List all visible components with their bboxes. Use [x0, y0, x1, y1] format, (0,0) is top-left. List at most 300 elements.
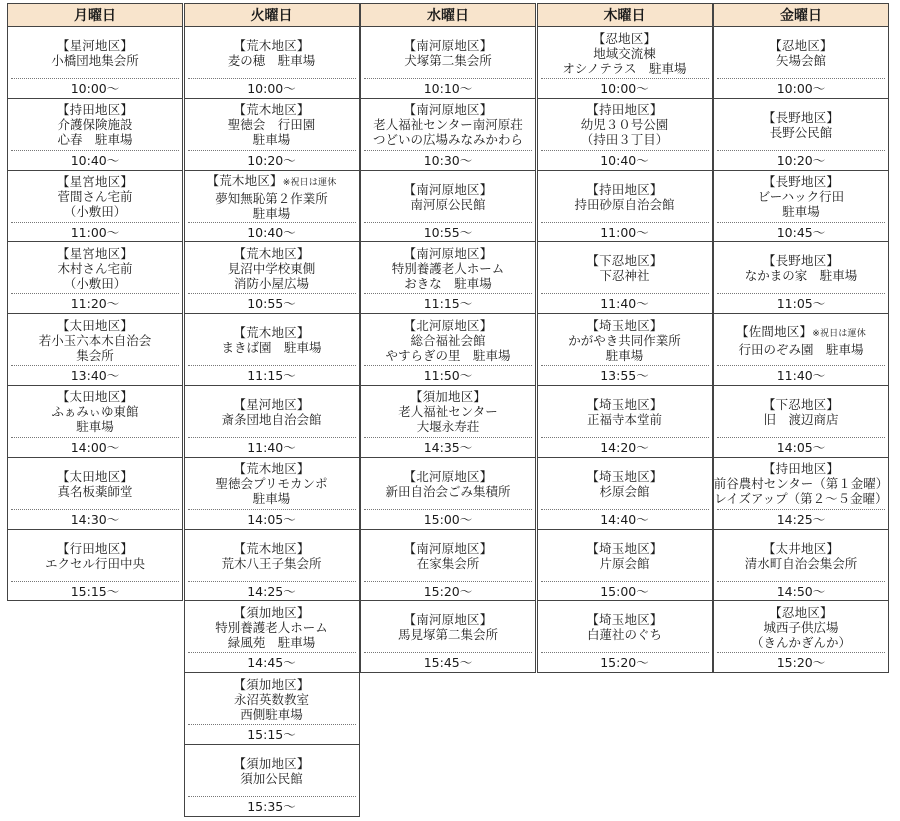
dotted-divider — [717, 150, 885, 151]
stop-time: 10:10～ — [423, 81, 473, 96]
stop-cell — [713, 458, 889, 530]
district-label: 【行田地区】 — [56, 540, 134, 556]
stop-cell — [537, 530, 713, 602]
stop-cell — [7, 530, 183, 602]
location-line: 集会所 — [76, 347, 114, 363]
location-line: かがやき共同作業所 — [568, 332, 681, 348]
dotted-divider — [541, 222, 709, 223]
stop-time: 15:15～ — [70, 583, 120, 599]
stop-cell — [360, 171, 536, 243]
district-label: 【南河原地区】 — [403, 245, 493, 261]
dotted-divider — [541, 365, 709, 366]
district-label: 【須加地区】 — [233, 604, 310, 620]
stop-location — [185, 676, 359, 722]
dotted-divider — [188, 796, 356, 797]
stop-location — [714, 604, 888, 650]
stop-time: 11:20～ — [70, 296, 120, 312]
stop-cell — [184, 314, 360, 386]
stop-time: 11:40～ — [247, 439, 296, 455]
district-label: 【下忍地区】 — [586, 253, 663, 269]
stop-time: 15:00～ — [600, 583, 649, 599]
stop-cell — [184, 530, 360, 602]
stop-location — [361, 30, 535, 76]
stop-time: 10:00～ — [776, 81, 826, 96]
dotted-divider — [541, 509, 709, 510]
location-line: ふぁみぃゆ東館 — [51, 404, 139, 420]
district-label: 【荒木地区】 — [233, 325, 310, 341]
location-line: ビーハック行田 — [757, 189, 845, 205]
district-label: 【持田地区】 — [762, 461, 840, 477]
stop-location — [538, 102, 712, 148]
stop-cell — [7, 99, 183, 171]
stop-time: 14:25～ — [776, 511, 826, 527]
location-line: 老人福祉センター南河原荘 — [373, 117, 523, 133]
dotted-divider — [11, 509, 179, 510]
district-label: 【南河原地区】 — [403, 612, 493, 628]
location-line: 聖徳会 行田園 — [227, 117, 316, 133]
location-line: 夢知無恥第２作業所 — [215, 190, 328, 206]
dotted-divider — [717, 222, 885, 223]
district-label: 【荒木地区】 — [233, 38, 310, 53]
stop-location — [8, 245, 182, 291]
district-label: 【長野地区】 — [762, 253, 840, 269]
stop-time: 10:55～ — [423, 224, 473, 240]
dotted-divider — [11, 150, 179, 151]
location-line: やすらぎの里 駐車場 — [385, 347, 511, 363]
stop-cell — [537, 27, 713, 99]
stop-location — [714, 245, 888, 291]
stop-cell — [537, 386, 713, 458]
dotted-divider — [717, 78, 885, 79]
stop-location — [714, 102, 888, 148]
dotted-divider — [717, 652, 885, 653]
stop-location — [538, 461, 712, 507]
dotted-divider — [364, 437, 532, 438]
stop-location — [538, 389, 712, 435]
dotted-divider — [11, 222, 179, 223]
location-line: 新田自治会ごみ集積所 — [385, 483, 511, 499]
stop-time: 14:30～ — [70, 511, 120, 527]
stop-time: 15:35～ — [247, 798, 296, 814]
day-header: 火曜日 — [184, 3, 360, 27]
stop-location — [185, 604, 359, 650]
location-line: 行田のぞみ園 駐車場 — [738, 341, 864, 357]
stop-time: 14:05～ — [247, 511, 296, 527]
location-line: 前谷農村センター（第１金曜） — [713, 476, 889, 492]
stop-cell — [184, 386, 360, 458]
location-line: 大堰永寿荘 — [416, 419, 480, 435]
location-line: まきば園 駐車場 — [221, 340, 322, 356]
dotted-divider — [364, 365, 532, 366]
location-line: 旧 渡辺商店 — [763, 411, 839, 427]
district-label: 【北河原地区】 — [403, 317, 493, 333]
dotted-divider — [11, 78, 179, 79]
holiday-note: ※祝日は運休 — [282, 177, 337, 188]
stop-location — [185, 245, 359, 291]
district-label: 【南河原地区】 — [403, 38, 493, 53]
stop-location — [361, 317, 535, 363]
dotted-divider — [541, 581, 709, 582]
district-label: 【埼玉地区】 — [586, 396, 663, 412]
location-line: エクセル行田中央 — [44, 555, 145, 571]
dotted-divider — [717, 365, 885, 366]
location-line: 駐車場 — [76, 419, 114, 435]
district-label: 【持田地区】 — [586, 181, 663, 197]
stop-location — [185, 533, 359, 579]
stop-cell — [7, 242, 183, 314]
stop-cell — [7, 458, 183, 530]
stop-time: 10:20～ — [776, 152, 826, 168]
stop-location — [714, 317, 888, 363]
stop-cell — [184, 242, 360, 314]
location-line: 駐車場 — [252, 132, 291, 148]
stop-location — [8, 461, 182, 507]
stop-time: 11:00～ — [600, 224, 649, 240]
stop-cell — [713, 386, 889, 458]
stop-time: 11:00～ — [70, 224, 120, 240]
location-line: 白蓮社のぐち — [586, 627, 662, 643]
stop-cell — [184, 601, 360, 673]
stop-cell — [360, 386, 536, 458]
stop-time: 14:20～ — [600, 439, 649, 455]
dotted-divider — [188, 724, 356, 725]
dotted-divider — [11, 365, 179, 366]
stop-location — [185, 389, 359, 435]
location-line: 在家集会所 — [416, 555, 480, 571]
stop-location — [538, 533, 712, 579]
stop-location — [538, 604, 712, 650]
location-line: 須加公民館 — [240, 770, 303, 786]
district-label: 【佐間地区】 — [736, 323, 813, 339]
stop-location — [8, 317, 182, 363]
location-line: 特別養護老人ホーム — [215, 619, 328, 635]
stop-time: 15:20～ — [776, 655, 826, 671]
location-line: 幼児３０号公園 — [580, 117, 669, 133]
dotted-divider — [717, 293, 885, 294]
day-column — [537, 3, 713, 673]
location-line: 木村さん宅前 — [57, 260, 133, 276]
stop-cell — [537, 171, 713, 243]
stop-time: 14:35～ — [423, 439, 473, 455]
stop-time: 15:15～ — [247, 727, 296, 743]
stop-cell — [360, 314, 536, 386]
stop-time: 10:00～ — [247, 81, 296, 96]
location-line: おきな 駐車場 — [404, 275, 492, 291]
district-label: 【埼玉地区】 — [586, 317, 663, 333]
dotted-divider — [364, 150, 532, 151]
stop-cell — [7, 314, 183, 386]
district-label: 【長野地区】 — [762, 109, 840, 125]
district-label: 【星河地区】 — [233, 396, 310, 412]
stop-time: 10:30～ — [423, 152, 473, 168]
holiday-note: ※祝日は運休 — [812, 328, 866, 339]
stop-time: 13:55～ — [600, 368, 649, 384]
location-line: 杉原会館 — [599, 483, 650, 499]
stop-location — [8, 174, 182, 220]
location-line: （きんかぎんか） — [750, 634, 851, 650]
stop-cell — [184, 27, 360, 99]
stop-location — [538, 30, 712, 76]
location-line: オシノテラス 駐車場 — [562, 60, 687, 76]
stop-cell — [537, 314, 713, 386]
stop-time: 11:50～ — [423, 368, 473, 384]
district-label: 【太井地区】 — [762, 540, 840, 556]
day-column — [184, 3, 360, 817]
stop-location — [361, 461, 535, 507]
dotted-divider — [541, 293, 709, 294]
district-label: 【忍地区】 — [769, 38, 833, 53]
dotted-divider — [364, 652, 532, 653]
location-line: 城西子供広場 — [763, 619, 839, 635]
district-label: 【荒木地区】 — [233, 245, 310, 261]
location-line: 真名板薬師堂 — [57, 483, 133, 499]
stop-cell — [713, 99, 889, 171]
location-line: （持田３丁目） — [580, 132, 669, 148]
stop-location — [185, 748, 359, 794]
district-label: 【忍地区】 — [592, 30, 657, 46]
location-line: 南河原公民館 — [410, 196, 486, 212]
location-line: 特別養護老人ホーム — [391, 260, 505, 276]
day-column — [713, 3, 889, 673]
stop-cell — [184, 673, 360, 745]
stop-cell — [360, 242, 536, 314]
location-line: 片原会館 — [599, 555, 650, 571]
stop-cell — [713, 242, 889, 314]
stop-time: 11:15～ — [423, 296, 473, 312]
stop-time: 15:20～ — [423, 583, 473, 599]
stop-time: 14:25～ — [247, 583, 296, 599]
district-label: 【太田地区】 — [56, 468, 134, 484]
district-label: 【長野地区】 — [762, 174, 840, 190]
location-line: 介護保険施設 — [57, 117, 133, 133]
location-line: 犬塚第二集会所 — [404, 53, 492, 68]
location-line: 小橋団地集会所 — [51, 53, 139, 68]
day-header: 金曜日 — [713, 3, 889, 27]
stop-location — [185, 174, 359, 220]
dotted-divider — [364, 509, 532, 510]
dotted-divider — [717, 437, 885, 438]
stop-location — [361, 174, 535, 220]
location-line: （小敷田） — [63, 204, 127, 220]
location-line: レイズアップ（第２～５金曜） — [714, 491, 888, 507]
location-line: 長野公民館 — [769, 124, 833, 140]
district-label: 【北河原地区】 — [403, 468, 493, 484]
stop-cell — [184, 458, 360, 530]
stop-cell — [7, 386, 183, 458]
district-label: 【須加地区】 — [233, 676, 310, 692]
stop-location — [714, 174, 888, 220]
stop-time: 14:05～ — [776, 439, 826, 455]
district-label: 【須加地区】 — [409, 389, 487, 405]
location-line: 清水町自治会集会所 — [744, 555, 858, 571]
dotted-divider — [541, 78, 709, 79]
stop-time: 10:00～ — [70, 81, 120, 96]
stop-location — [361, 533, 535, 579]
stop-time: 15:00～ — [423, 511, 473, 527]
stop-location — [8, 533, 182, 579]
location-line: 緑風苑 駐車場 — [227, 634, 316, 650]
dotted-divider — [364, 78, 532, 79]
stop-location — [185, 461, 359, 507]
stop-cell — [360, 601, 536, 673]
stop-location — [185, 30, 359, 76]
district-label: 【荒木地区】 — [233, 102, 310, 118]
dotted-divider — [364, 581, 532, 582]
district-label: 【太田地区】 — [56, 317, 134, 333]
stop-time: 13:40～ — [70, 368, 120, 384]
location-line: 持田砂原自治会館 — [574, 196, 675, 212]
location-line: 駐車場 — [782, 204, 820, 220]
stop-time: 11:05～ — [776, 296, 826, 312]
stop-time: 15:20～ — [600, 655, 649, 671]
district-label: 【持田地区】 — [56, 102, 134, 118]
location-line: 矢場会館 — [775, 53, 826, 68]
stop-location — [714, 30, 888, 76]
stop-time: 10:20～ — [247, 152, 296, 168]
stop-time: 14:00～ — [70, 439, 120, 455]
location-line: 若小玉六本木自治会 — [38, 332, 152, 348]
district-label: 【荒木地区】 — [233, 461, 310, 477]
dotted-divider — [11, 293, 179, 294]
dotted-divider — [188, 150, 356, 151]
stop-location — [714, 389, 888, 435]
stop-location — [8, 102, 182, 148]
stop-cell — [713, 601, 889, 673]
stop-cell — [537, 601, 713, 673]
stop-cell — [537, 242, 713, 314]
district-label: 【忍地区】 — [769, 604, 833, 620]
stop-location — [361, 604, 535, 650]
dotted-divider — [541, 437, 709, 438]
district-label: 【荒木地区】 — [206, 172, 283, 188]
district-label: 【埼玉地区】 — [586, 468, 663, 484]
stop-time: 14:40～ — [600, 511, 649, 527]
location-line: 下忍神社 — [599, 268, 650, 284]
location-line: 西側駐車場 — [240, 706, 303, 722]
district-label: 【持田地区】 — [586, 102, 663, 118]
stop-time: 14:50～ — [776, 583, 826, 599]
location-line: 駐車場 — [252, 491, 291, 507]
day-header: 木曜日 — [537, 3, 713, 27]
stop-time: 15:45～ — [423, 655, 473, 671]
district-label: 【星河地区】 — [56, 38, 134, 53]
location-line: 駐車場 — [605, 347, 644, 363]
location-line: 荒木八王子集会所 — [221, 555, 322, 571]
district-label: 【荒木地区】 — [233, 540, 310, 556]
district-label: 【星宮地区】 — [56, 174, 134, 190]
location-line: 聖徳会プリモカンポ — [215, 476, 328, 492]
stop-cell — [537, 458, 713, 530]
stop-cell — [360, 99, 536, 171]
district-label: 【埼玉地区】 — [586, 612, 663, 628]
day-column — [7, 3, 183, 601]
stop-location — [8, 389, 182, 435]
stop-cell — [184, 171, 360, 243]
stop-time: 10:40～ — [70, 152, 120, 168]
stop-time: 10:40～ — [247, 224, 296, 240]
dotted-divider — [11, 581, 179, 582]
district-label: 【南河原地区】 — [403, 102, 493, 118]
dotted-divider — [364, 293, 532, 294]
dotted-divider — [541, 652, 709, 653]
stop-time: 11:15～ — [247, 368, 296, 384]
dotted-divider — [188, 581, 356, 582]
dotted-divider — [188, 365, 356, 366]
dotted-divider — [188, 652, 356, 653]
location-line: （小敷田） — [63, 275, 127, 291]
stop-location — [185, 317, 359, 363]
stop-cell — [360, 27, 536, 99]
stop-cell — [360, 458, 536, 530]
location-line: 総合福祉会館 — [410, 332, 486, 348]
stop-location — [8, 30, 182, 76]
district-label: 【南河原地区】 — [403, 540, 493, 556]
location-line: 地域交流棟 — [593, 45, 656, 61]
district-label: 【星宮地区】 — [56, 245, 134, 261]
location-line: 麦の穂 駐車場 — [227, 53, 316, 68]
stop-time: 10:45～ — [776, 224, 826, 240]
location-line: 斎条団地自治会館 — [221, 411, 322, 427]
dotted-divider — [188, 293, 356, 294]
stop-location — [185, 102, 359, 148]
stop-cell — [7, 27, 183, 99]
dotted-divider — [717, 581, 885, 582]
stop-location — [361, 389, 535, 435]
weekly-schedule-table — [7, 3, 889, 818]
location-line: 老人福祉センター — [398, 404, 498, 420]
stop-location — [361, 102, 535, 148]
stop-cell — [713, 314, 889, 386]
stop-location — [714, 533, 888, 579]
stop-time: 10:40～ — [600, 152, 649, 168]
dotted-divider — [11, 437, 179, 438]
stop-location — [538, 317, 712, 363]
stop-cell — [184, 745, 360, 817]
dotted-divider — [717, 509, 885, 510]
district-label: 【須加地区】 — [233, 755, 310, 771]
district-label: 【南河原地区】 — [403, 181, 493, 197]
location-line: 見沼中学校東側 — [227, 260, 316, 276]
location-line: 永沼英数教室 — [233, 691, 309, 707]
location-line: 馬見塚第二集会所 — [397, 627, 498, 643]
stop-cell — [713, 27, 889, 99]
stop-time: 11:40～ — [776, 368, 826, 384]
stop-cell — [7, 171, 183, 243]
dotted-divider — [188, 222, 356, 223]
dotted-divider — [541, 150, 709, 151]
stop-cell — [184, 99, 360, 171]
stop-time: 10:55～ — [247, 296, 296, 312]
dotted-divider — [188, 78, 356, 79]
district-label: 【下忍地区】 — [762, 396, 840, 412]
location-line: つどいの広場みなみかわら — [372, 132, 523, 148]
day-header: 水曜日 — [360, 3, 536, 27]
stop-location — [538, 245, 712, 291]
location-line: 消防小屋広場 — [233, 275, 309, 291]
stop-time: 10:00～ — [600, 81, 649, 96]
stop-cell — [360, 530, 536, 602]
stop-time: 11:40～ — [600, 296, 649, 312]
location-line: なかまの家 駐車場 — [744, 268, 858, 284]
location-line: 駐車場 — [252, 205, 291, 221]
stop-location — [361, 245, 535, 291]
day-header: 月曜日 — [7, 3, 183, 27]
stop-cell — [713, 530, 889, 602]
stop-time: 14:45～ — [247, 655, 296, 671]
district-label: 【埼玉地区】 — [586, 540, 663, 556]
stop-location — [714, 461, 888, 507]
district-label: 【太田地区】 — [56, 389, 134, 405]
